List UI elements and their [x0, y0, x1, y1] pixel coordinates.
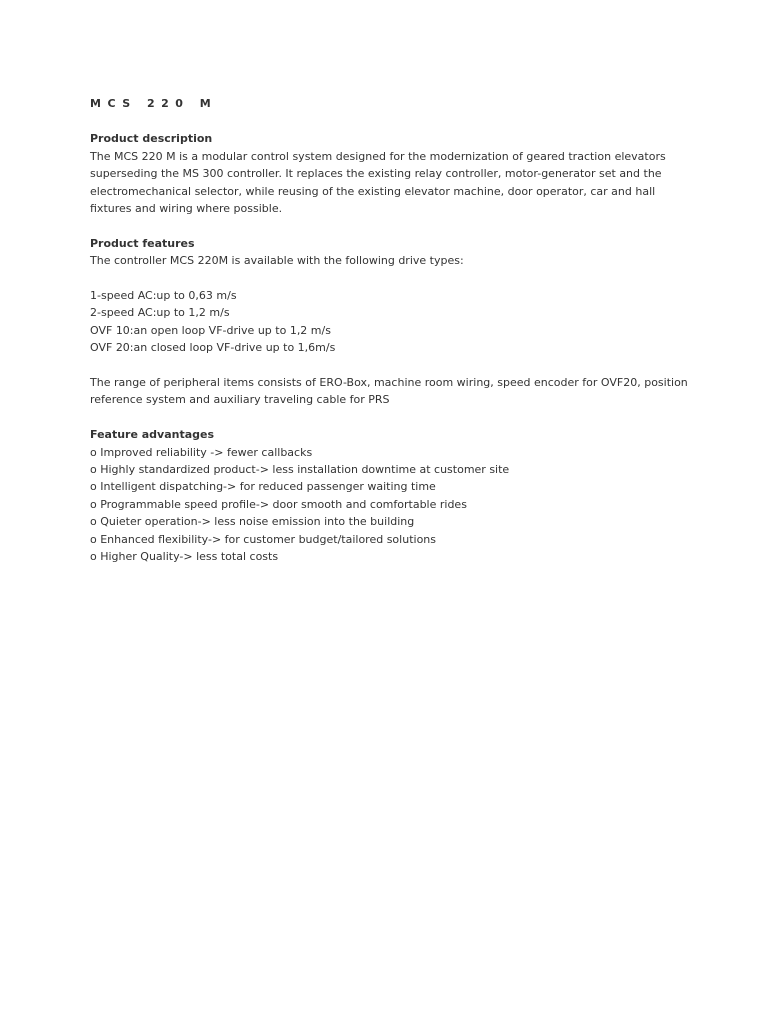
- drive-type-item: OVF 20:an closed loop VF-drive up to 1,6m/s: [90, 341, 336, 355]
- document-title: MCS 220 M: [90, 97, 218, 110]
- advantage-item: o Enhanced flexibility-> for customer budget/tailored solutions: [90, 532, 436, 546]
- peripherals-text: The range of peripheral items consists of ERO-Box, machine room wiring, speed encoder for OVF20, position reference system and auxiliary traveling cable for PRS: [90, 376, 688, 407]
- advantage-item: o Intelligent dispatching-> for reduced passenger waiting time: [90, 480, 436, 494]
- advantage-item: o Improved reliability -> fewer callbacks: [90, 445, 313, 459]
- product-description-heading: Product description: [90, 132, 213, 146]
- product-description-section: [90, 130, 690, 217]
- drive-type-item: 1-speed AC:up to 0,63 m/s: [90, 289, 237, 303]
- product-features-heading: Product features: [90, 236, 195, 250]
- product-description-text: The MCS 220 M is a modular control system designed for the modernization of geared traction elevators superseding the MS 300 controller. It replaces the existing relay controller, motor-generator set and the electromechanical selector, while reusing of the existing elevator machine, door operator, car and hall fixtures and wiring where possible.: [90, 149, 666, 216]
- drive-type-item: OVF 10:an open loop VF-drive up to 1,2 m/s: [90, 323, 331, 337]
- product-features-section: [90, 235, 690, 270]
- advantage-item: o Highly standardized product-> less installation downtime at customer site: [90, 463, 510, 477]
- feature-advantages-heading: Feature advantages: [90, 428, 215, 442]
- product-features-intro: The controller MCS 220M is available with the following drive types:: [90, 254, 464, 268]
- advantage-item: o Higher Quality-> less total costs: [90, 550, 279, 564]
- feature-advantages-section: [90, 426, 690, 565]
- document-body: [90, 95, 690, 583]
- drive-type-item: 2-speed AC:up to 1,2 m/s: [90, 306, 230, 320]
- feature-advantages-list: [90, 444, 690, 566]
- peripherals-section: [90, 374, 690, 409]
- drive-types-list: [90, 287, 690, 357]
- advantage-item: o Quieter operation-> less noise emission into the building: [90, 515, 415, 529]
- advantage-item: o Programmable speed profile-> door smooth and comfortable rides: [90, 497, 467, 511]
- drive-types-section: [90, 287, 690, 357]
